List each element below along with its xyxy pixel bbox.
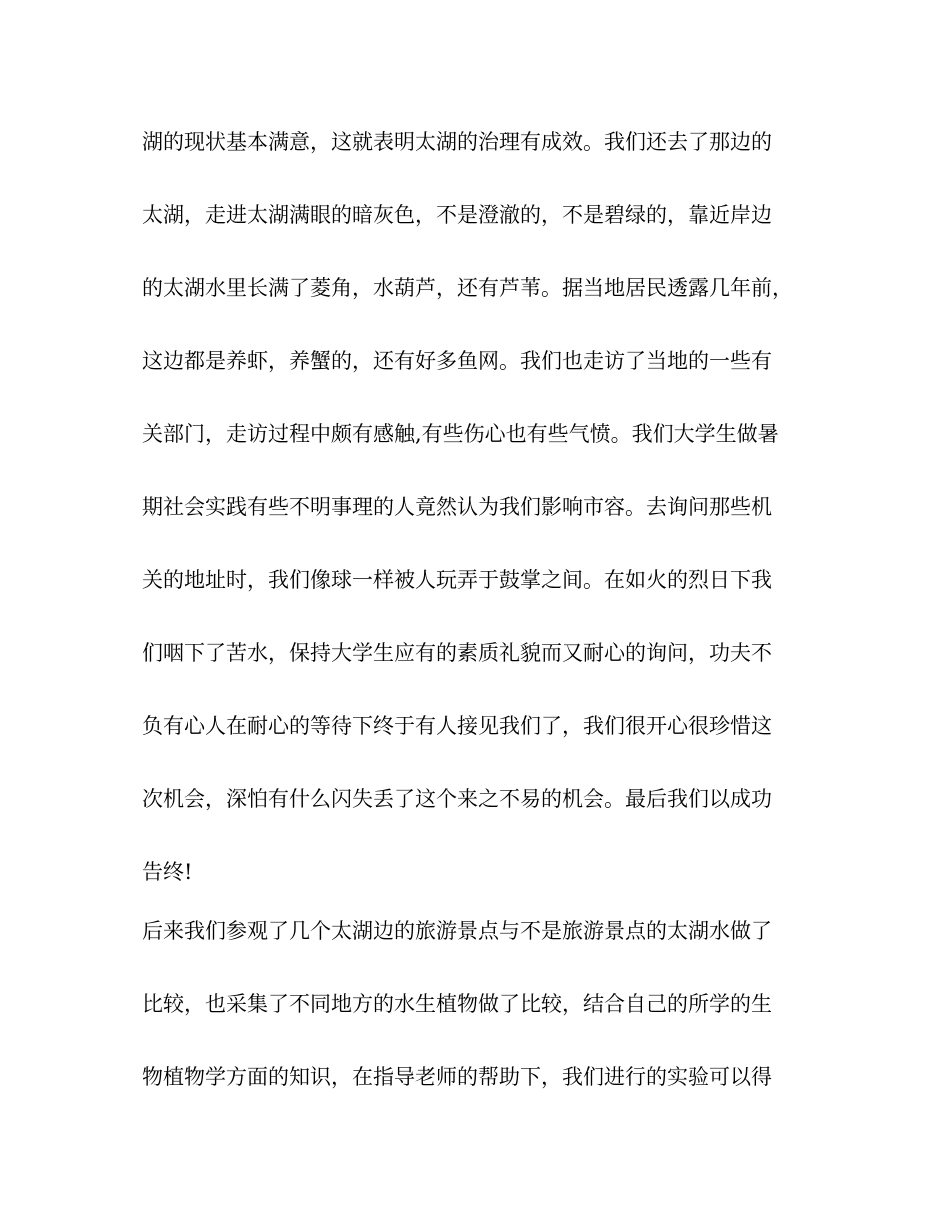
paragraph-2-line-1: 后来我们参观了几个太湖边的旅游景点与不是旅游景点的太湖水做了	[142, 919, 772, 943]
paragraph-1-line-8: 们咽下了苦水，保持大学生应有的素质礼貌而又耐心的询问，功夫不	[142, 641, 772, 665]
paragraph-1-line-10: 次机会，深怕有什么闪失丢了这个来之不易的机会。最后我们以成功	[142, 787, 772, 811]
paragraph-1-line-2: 太湖，走进太湖满眼的暗灰色，不是澄澈的，不是碧绿的，靠近岸边	[142, 203, 772, 227]
paragraph-1-line-4: 这边都是养虾，养蟹的，还有好多鱼网。我们也走访了当地的一些有	[142, 349, 772, 373]
paragraph-1-line-7: 关的地址时，我们像球一样被人玩弄于鼓掌之间。在如火的烈日下我	[142, 568, 772, 592]
paragraph-2-line-2: 比较，也采集了不同地方的水生植物做了比较，结合自己的所学的生	[142, 992, 772, 1016]
paragraph-1-line-11: 告终!	[142, 860, 193, 884]
paragraph-1-line-1: 湖的现状基本满意，这就表明太湖的治理有成效。我们还去了那边的	[142, 130, 772, 154]
paragraph-1-line-6: 期社会实践有些不明事理的人竟然认为我们影响市容。去询问那些机	[142, 495, 772, 519]
paragraph-1-line-5: 关部门，走访过程中颇有感触,有些伤心也有些气愤。我们大学生做暑	[142, 422, 779, 446]
paragraph-1-line-3: 的太湖水里长满了菱角，水葫芦，还有芦苇。据当地居民透露几年前，	[142, 276, 793, 300]
paragraph-1-line-9: 负有心人在耐心的等待下终于有人接见我们了，我们很开心很珍惜这	[142, 714, 772, 738]
paragraph-2-line-3: 物植物学方面的知识，在指导老师的帮助下，我们进行的实验可以得	[142, 1065, 772, 1089]
